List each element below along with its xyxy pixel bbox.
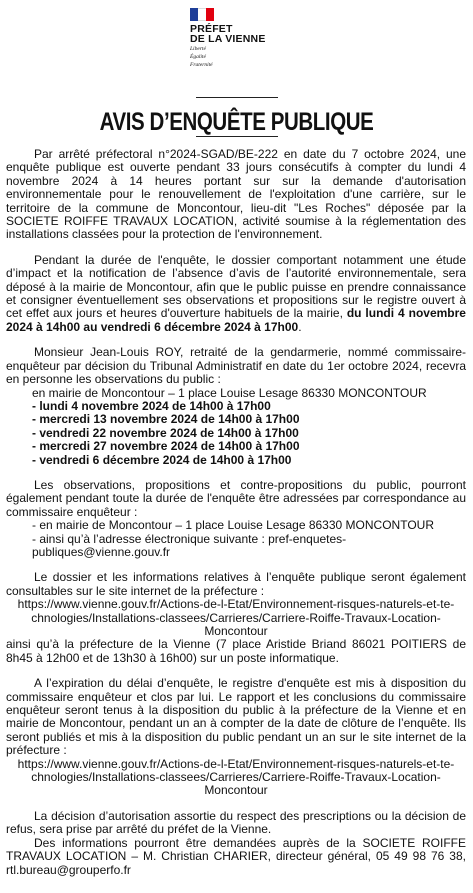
paragraph-decision: La décision d’autorisation assortie du respect des prescriptions ou la décision de refus, sera prise par arrêté du préfet de la Vienne. <box>6 808 466 837</box>
motto-egalite: Égalité <box>190 54 206 60</box>
rapport-url-line2[interactable]: chnologies/Installations-classees/Carrieres/Carriere-Roiffe-Travaux-Location-Moncontour <box>31 770 441 798</box>
paragraph-rapport: A l’expiration du délai d’enquête, le registre d'enquête est mis à disposition du commissaire enquêteur et clos par lui. Le rapport et les conclusions du commissaire enquêteur seront tenus à la disposition du public à la préfecture de la Vienne et en mairie de Moncontour, pendant un an à compter de la date de clôture de l’enquête. Ils seront publiés et mis à la disposition du public pendant un an sur le site internet de la préfecture : <box>6 676 466 758</box>
permanence-item: - mercredi 13 novembre 2024 de 14h00 à 17h00 <box>32 412 300 427</box>
dossier-url-line1[interactable]: https://www.vienne.gouv.fr/Actions-de-l-Etat/Environnement-risques-naturels-et-te- <box>17 597 455 612</box>
dossier-url-line2[interactable]: chnologies/Installations-classees/Carrieres/Carriere-Roiffe-Travaux-Location-Moncontour <box>31 610 441 638</box>
paragraph-correspondance: Les observations, propositions et contre-propositions du public, pourront également pendant toute la durée de l'enquête être adressées par correspondance au commissaire enquêteur : <box>6 477 466 519</box>
title-rule-top <box>196 97 278 98</box>
mairie-address: en mairie de Moncontour – 1 place Louise Lesage 86330 MONCONTOUR <box>32 385 427 400</box>
permanence-item: - vendredi 22 novembre 2024 de 14h00 à 17h00 <box>32 425 299 440</box>
correspondance-email[interactable]: - ainsi qu’à l’adresse électronique suivante : pref-enquetes-publiques@vienne.gouv.fr <box>32 531 347 559</box>
paragraph-arrete: Par arrêté préfectoral n°2024-SGAD/BE-222 en date du 7 octobre 2024, une enquête publique est ouverte pendant 33 jours consécutifs à compter du lundi 4 novembre 2024 à 14 heures portant sur sur la demande d'autorisation environnementale pour le renouvellement de l'exploitation d'une carrière, sur le territoire de la commune de Moncontour, lieu-dit "Les Roches" déposée par la SOCIETE ROIFFE TRAVAUX LOCATION, activité soumise à la réglementation des installations classées pour la protection de l'environnement. <box>6 147 466 242</box>
title-rule-bottom <box>196 136 278 137</box>
permanence-item: - mercredi 27 novembre 2024 de 14h00 à 17h00 <box>32 439 300 454</box>
org-name-line2: DE LA VIENNE <box>190 33 266 45</box>
org-name-line1: PRÉFET <box>190 23 233 35</box>
paragraph-poste-informatique: ainsi qu’à la préfecture de la Vienne (7 place Aristide Briand 86021 POITIERS de 8h45 à 12h00 et de 13h30 à 16h00) sur un poste informatique. <box>6 637 466 665</box>
permanence-item: - vendredi 6 décembre 2024 de 14h00 à 17h00 <box>32 452 292 467</box>
enquiry-dates: du lundi 4 novembre 2024 à 14h00 au vendredi 6 décembre 2024 à 17h00 <box>6 306 466 334</box>
paragraph-dossier: Pendant la durée de l'enquête, le dossier comportant notamment une étude d’impact et la notification de l’absence d’avis de l’autorité environnementale, sera déposé à la mairie de Moncontour, afin que le public puisse en prendre connaissance et consigner éventuellement ses observations et propositions sur le registre ouvert à cet effet aux jours et heures d'ouverture habituels de la mairie, du lundi 4 novembre 2024 à 14h00 au vendredi 6 décembre 2024 à 17h00. <box>6 252 466 334</box>
notice-body <box>6 148 466 877</box>
french-flag-icon <box>190 8 214 21</box>
prefecture-logo <box>190 8 290 68</box>
paragraph-contact: Des informations pourront être demandées auprès de la SOCIETE ROIFFE TRAVAUX LOCATION – M. Christian CHARIER, directeur général, 05 49 98 76 38, rtl.bureau@grouperfo.fr <box>6 835 466 877</box>
correspondance-address: - en mairie de Moncontour – 1 place Louise Lesage 86330 MONCONTOUR <box>32 518 434 533</box>
paragraph-commissaire: Monsieur Jean-Louis ROY, retraité de la gendarmerie, nommé commissaire-enquêteur par décision du Tribunal Administratif en date du 1er octobre 2024, recevra en personne les observations du public : <box>6 345 466 387</box>
rapport-url-line1[interactable]: https://www.vienne.gouv.fr/Actions-de-l-Etat/Environnement-risques-naturels-et-te- <box>17 756 455 771</box>
motto-liberte: Liberté <box>190 46 206 52</box>
paragraph-site-internet: Le dossier et les informations relatives à l’enquête publique seront également consultables sur le site internet de la préfecture : <box>6 570 466 598</box>
permanence-item: - lundi 4 novembre 2024 de 14h00 à 17h00 <box>32 398 271 413</box>
motto-fraternite: Fraternité <box>190 62 213 68</box>
page-title: AVIS D’ENQUÊTE PUBLIQUE <box>99 108 374 136</box>
